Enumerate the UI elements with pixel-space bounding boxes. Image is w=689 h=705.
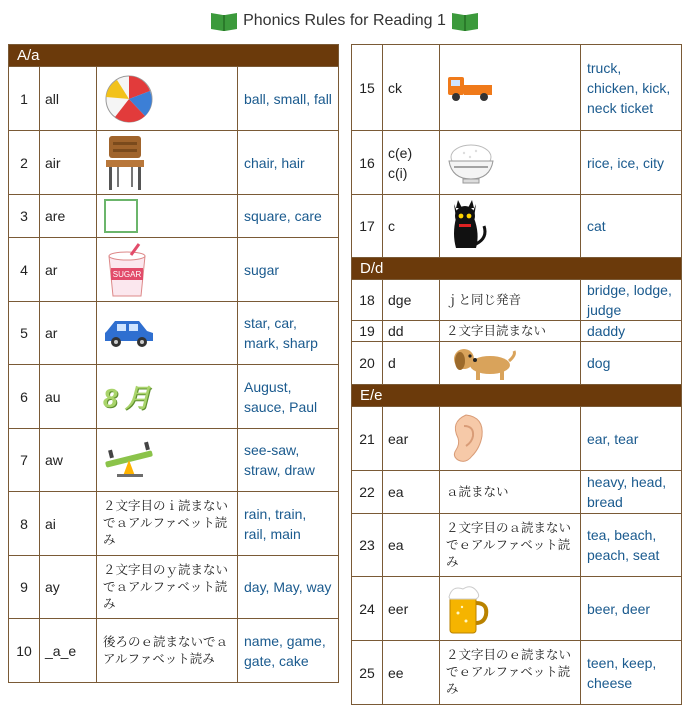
table-row xyxy=(352,577,682,641)
example-words: ear, tear xyxy=(581,407,682,470)
picture-cell xyxy=(440,195,581,257)
table-row xyxy=(9,619,339,683)
table-row xyxy=(352,471,682,514)
example-words: name, game, gate, cake xyxy=(238,619,339,682)
spelling-pattern: ay xyxy=(40,556,97,618)
pronunciation-note: ２文字目のｉ読まないでａアルファベット読み xyxy=(97,492,238,555)
pronunciation-note: ａ読まない xyxy=(440,471,581,513)
square-icon xyxy=(103,198,139,234)
example-words: beer, deer xyxy=(581,577,682,640)
section-header-a: A/a xyxy=(9,45,339,67)
example-words: star, car, mark, sharp xyxy=(238,302,339,364)
spelling-pattern: ea xyxy=(383,514,440,576)
left-phonics-table xyxy=(8,44,339,683)
table-row xyxy=(352,321,682,342)
row-number: 17 xyxy=(352,195,383,257)
truck-icon xyxy=(446,73,494,103)
row-number: 5 xyxy=(9,302,40,364)
pronunciation-note: ２文字目読まない xyxy=(440,321,581,341)
picture-cell xyxy=(440,577,581,640)
row-number: 4 xyxy=(9,238,40,301)
table-row xyxy=(352,641,682,705)
table-row xyxy=(352,514,682,577)
example-words: rice, ice, city xyxy=(581,131,682,194)
picture-cell xyxy=(97,195,238,237)
example-words: truck, chicken, kick, neck ticket xyxy=(581,45,682,130)
spelling-pattern: ar xyxy=(40,302,97,364)
page-title: Phonics Rules for Reading 1 xyxy=(243,12,446,29)
row-number: 20 xyxy=(352,342,383,384)
spelling-pattern: ck xyxy=(383,45,440,130)
example-words: see-saw, straw, draw xyxy=(238,429,339,491)
table-row xyxy=(9,67,339,131)
spelling-pattern: au xyxy=(40,365,97,428)
page-title-bar xyxy=(0,10,689,38)
example-words: bridge, lodge, judge xyxy=(581,280,682,320)
table-row xyxy=(9,429,339,492)
table-row xyxy=(9,195,339,238)
row-number: 25 xyxy=(352,641,383,704)
spelling-pattern: d xyxy=(383,342,440,384)
spelling-pattern: _a_e xyxy=(40,619,97,682)
table-row xyxy=(352,195,682,258)
pronunciation-note: ２文字目のａ読まないでｅアルファベット読み xyxy=(440,514,581,576)
ear-icon xyxy=(446,412,486,466)
section-header-e: E/e xyxy=(352,385,682,407)
picture-cell xyxy=(97,365,238,428)
row-number: 8 xyxy=(9,492,40,555)
table-row xyxy=(352,407,682,471)
picture-cell xyxy=(440,131,581,194)
sugar-jar-icon xyxy=(103,242,151,298)
pronunciation-note: ｊと同じ発音 xyxy=(440,280,581,320)
row-number: 21 xyxy=(352,407,383,470)
spelling-pattern: c(e) c(i) xyxy=(383,131,440,194)
picture-cell xyxy=(97,131,238,194)
beer-mug-icon xyxy=(446,583,490,635)
row-number: 16 xyxy=(352,131,383,194)
row-number: 19 xyxy=(352,321,383,341)
table-row xyxy=(9,556,339,619)
right-phonics-table xyxy=(351,44,682,705)
table-row xyxy=(9,131,339,195)
picture-cell xyxy=(97,67,238,130)
row-number: 9 xyxy=(9,556,40,618)
black-cat-icon xyxy=(446,198,490,254)
rice-bowl-icon xyxy=(446,141,496,185)
example-words: rain, train, rail, main xyxy=(238,492,339,555)
spelling-pattern: c xyxy=(383,195,440,257)
spelling-pattern: are xyxy=(40,195,97,237)
example-words: chair, hair xyxy=(238,131,339,194)
row-number: 6 xyxy=(9,365,40,428)
example-words: tea, beach, peach, seat xyxy=(581,514,682,576)
row-number: 23 xyxy=(352,514,383,576)
example-words: sugar xyxy=(238,238,339,301)
car-icon xyxy=(103,317,155,349)
example-words: square, care xyxy=(238,195,339,237)
open-book-icon xyxy=(209,10,239,32)
table-row xyxy=(352,131,682,195)
chair-icon xyxy=(103,134,147,192)
picture-cell xyxy=(97,238,238,301)
row-number: 1 xyxy=(9,67,40,130)
row-number: 10 xyxy=(9,619,40,682)
pronunciation-note: 後ろのｅ読まないでａアルファベット読み xyxy=(97,619,238,682)
open-book-icon xyxy=(450,10,480,32)
spelling-pattern: all xyxy=(40,67,97,130)
spelling-pattern: ea xyxy=(383,471,440,513)
beach-ball-icon xyxy=(103,73,155,125)
row-number: 15 xyxy=(352,45,383,130)
spelling-pattern: eer xyxy=(383,577,440,640)
spelling-pattern: ear xyxy=(383,407,440,470)
example-words: dog xyxy=(581,342,682,384)
spelling-pattern: dd xyxy=(383,321,440,341)
spelling-pattern: ai xyxy=(40,492,97,555)
picture-cell xyxy=(440,407,581,470)
row-number: 18 xyxy=(352,280,383,320)
picture-cell xyxy=(440,45,581,130)
row-number: 22 xyxy=(352,471,383,513)
table-row xyxy=(352,45,682,131)
spelling-pattern: dge xyxy=(383,280,440,320)
example-words: teen, keep, cheese xyxy=(581,641,682,704)
table-row xyxy=(352,342,682,385)
august-icon: 8 月 xyxy=(103,383,151,413)
table-row xyxy=(9,302,339,365)
seesaw-icon xyxy=(103,440,157,480)
table-row xyxy=(9,365,339,429)
example-words: ball, small, fall xyxy=(238,67,339,130)
example-words: daddy xyxy=(581,321,682,341)
picture-cell xyxy=(97,429,238,491)
row-number: 2 xyxy=(9,131,40,194)
spelling-pattern: aw xyxy=(40,429,97,491)
spelling-pattern: ar xyxy=(40,238,97,301)
section-header-d: D/d xyxy=(352,258,682,280)
row-number: 24 xyxy=(352,577,383,640)
spelling-pattern: ee xyxy=(383,641,440,704)
example-words: day, May, way xyxy=(238,556,339,618)
table-row xyxy=(352,280,682,321)
picture-cell xyxy=(97,302,238,364)
spelling-pattern: air xyxy=(40,131,97,194)
row-number: 7 xyxy=(9,429,40,491)
picture-cell xyxy=(440,342,581,384)
example-words: cat xyxy=(581,195,682,257)
pronunciation-note: ２文字目のｅ読まないでｅアルファベット読み xyxy=(440,641,581,704)
example-words: August, sauce, Paul xyxy=(238,365,339,428)
table-row xyxy=(9,492,339,556)
sugar-label: SUGAR xyxy=(112,269,142,279)
pronunciation-note: ２文字目のｙ読まないでａアルファベット読み xyxy=(97,556,238,618)
row-number: 3 xyxy=(9,195,40,237)
example-words: heavy, head, bread xyxy=(581,471,682,513)
table-row xyxy=(9,238,339,302)
dog-icon xyxy=(446,345,518,381)
